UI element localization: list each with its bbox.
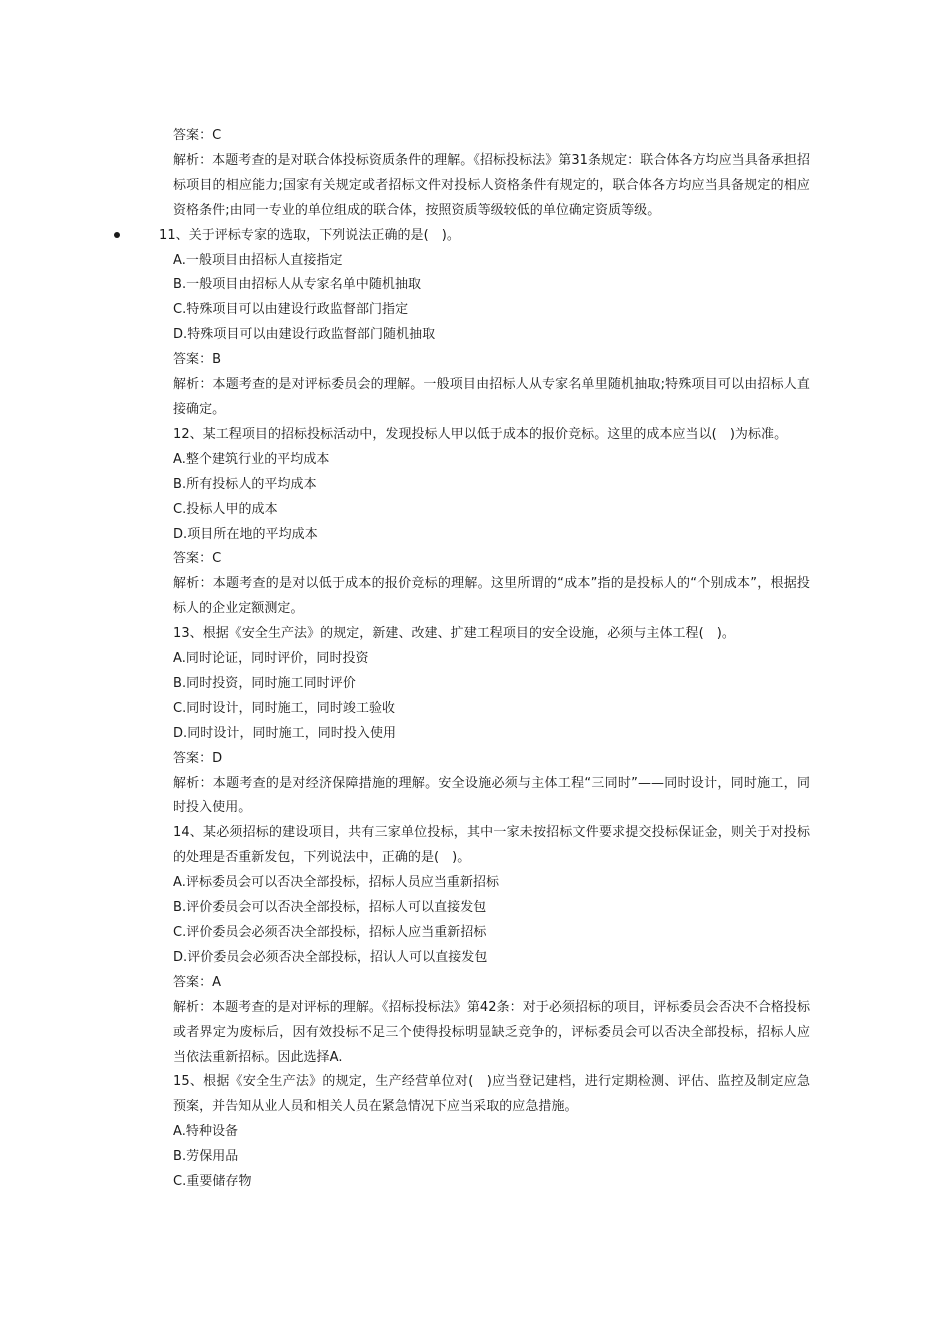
question-13-option-c: C.同时设计，同时施工，同时竣工验收 — [173, 700, 396, 716]
question-13: 13、根据《安全生产法》的规定，新建、改建、扩建工程项目的安全设施，必须与主体工程( )。 — [173, 626, 735, 642]
question-15: 15、根据《安全生产法》的规定，生产经营单位对( )应当登记建档，进行定期检测、评估、监控及制定应急预案，并告知从业人员和相关人员在紧急情况下应当采取的应急措施。 — [173, 1074, 810, 1115]
question-12-option-a: A.整个建筑行业的平均成本 — [173, 451, 330, 467]
question-14-option-c: C.评价委员会必须否决全部投标，招标人应当重新招标 — [173, 925, 487, 940]
question-14-option-b: B.评价委员会可以否决全部投标，招标人可以直接发包 — [173, 900, 487, 916]
question-11-option-b: B.一般项目由招标人从专家名单中随机抽取 — [173, 277, 422, 293]
explanation-13: 解析：本题考查的是对经济保障措施的理解。安全设施必须与主体工程“三同时”——同时设计，同时施工，同时投入使用。 — [173, 775, 810, 816]
explanation-10: 解析：本题考查的是对联合体投标资质条件的理解。《招标投标法》第31条规定：联合体各方均应当具备承担招标项目的相应能力;国家有关规定或者招标文件对投标人资格条件有规定的，联合体各方均应当具备规定的相应资格条件;由同一专业的单位组成的联合体，按照资质等级较低的单位确定资质等级。 — [173, 152, 810, 218]
question-11-option-c: C.特殊项目可以由建设行政监督部门指定 — [173, 302, 409, 318]
question-11-option-a: A.一般项目由招标人直接指定 — [173, 252, 343, 268]
question-12-option-b: B.所有投标人的平均成本 — [173, 476, 317, 492]
question-12: 12、某工程项目的招标投标活动中，发现投标人甲以低于成本的报价竞标。这里的成本应当以( )为标准。 — [173, 426, 788, 442]
answer-12: 答案：C — [173, 551, 222, 567]
answer-10: 答案：C — [173, 128, 222, 143]
question-11-option-d: D.特殊项目可以由建设行政监督部门随机抽取 — [173, 327, 436, 343]
question-11: 11、关于评标专家的选取，下列说法正确的是( )。 — [159, 227, 460, 243]
list-bullet-icon — [114, 232, 120, 238]
question-14-option-d: D.评价委员会必须否决全部投标，招认人可以直接发包 — [173, 949, 488, 965]
question-12-option-d: D.项目所在地的平均成本 — [173, 526, 318, 542]
document-body — [145, 124, 810, 1195]
question-13-option-a: A.同时论证，同时评价，同时投资 — [173, 651, 369, 667]
answer-14: 答案：A — [173, 974, 222, 990]
question-14: 14、某必须招标的建设项目，共有三家单位投标，其中一家未按招标文件要求提交投标保证金，则关于对投标的处理是否重新发包，下列说法中，正确的是( )。 — [173, 825, 810, 866]
question-13-option-d: D.同时设计，同时施工，同时投入使用 — [173, 725, 397, 741]
explanation-14: 解析：本题考查的是对评标的理解。《招标投标法》第42条：对于必须招标的项目，评标委员会否决不合格投标或者界定为废标后，因有效投标不足三个使得投标明显缺乏竞争的，评标委员会可以否决全部投标，招标人应当依法重新招标。因此选择A. — [173, 999, 810, 1065]
question-15-option-a: A.特种设备 — [173, 1124, 239, 1140]
explanation-11: 解析：本题考查的是对评标委员会的理解。一般项目由招标人从专家名单里随机抽取;特殊项目可以由招标人直接确定。 — [173, 377, 810, 417]
answer-11: 答案：B — [173, 352, 222, 368]
question-12-option-c: C.投标人甲的成本 — [173, 501, 278, 517]
explanation-12: 解析：本题考查的是对以低于成本的报价竞标的理解。这里所谓的“成本”指的是投标人的“个别成本”，根据投标人的企业定额测定。 — [173, 576, 810, 617]
question-15-option-b: B.劳保用品 — [173, 1149, 239, 1165]
question-13-option-b: B.同时投资，同时施工同时评价 — [173, 675, 356, 691]
answer-13: 答案：D — [173, 750, 223, 766]
question-15-option-c: C.重要储存物 — [173, 1174, 252, 1190]
question-14-option-a: A.评标委员会可以否决全部投标，招标人员应当重新招标 — [173, 875, 500, 891]
